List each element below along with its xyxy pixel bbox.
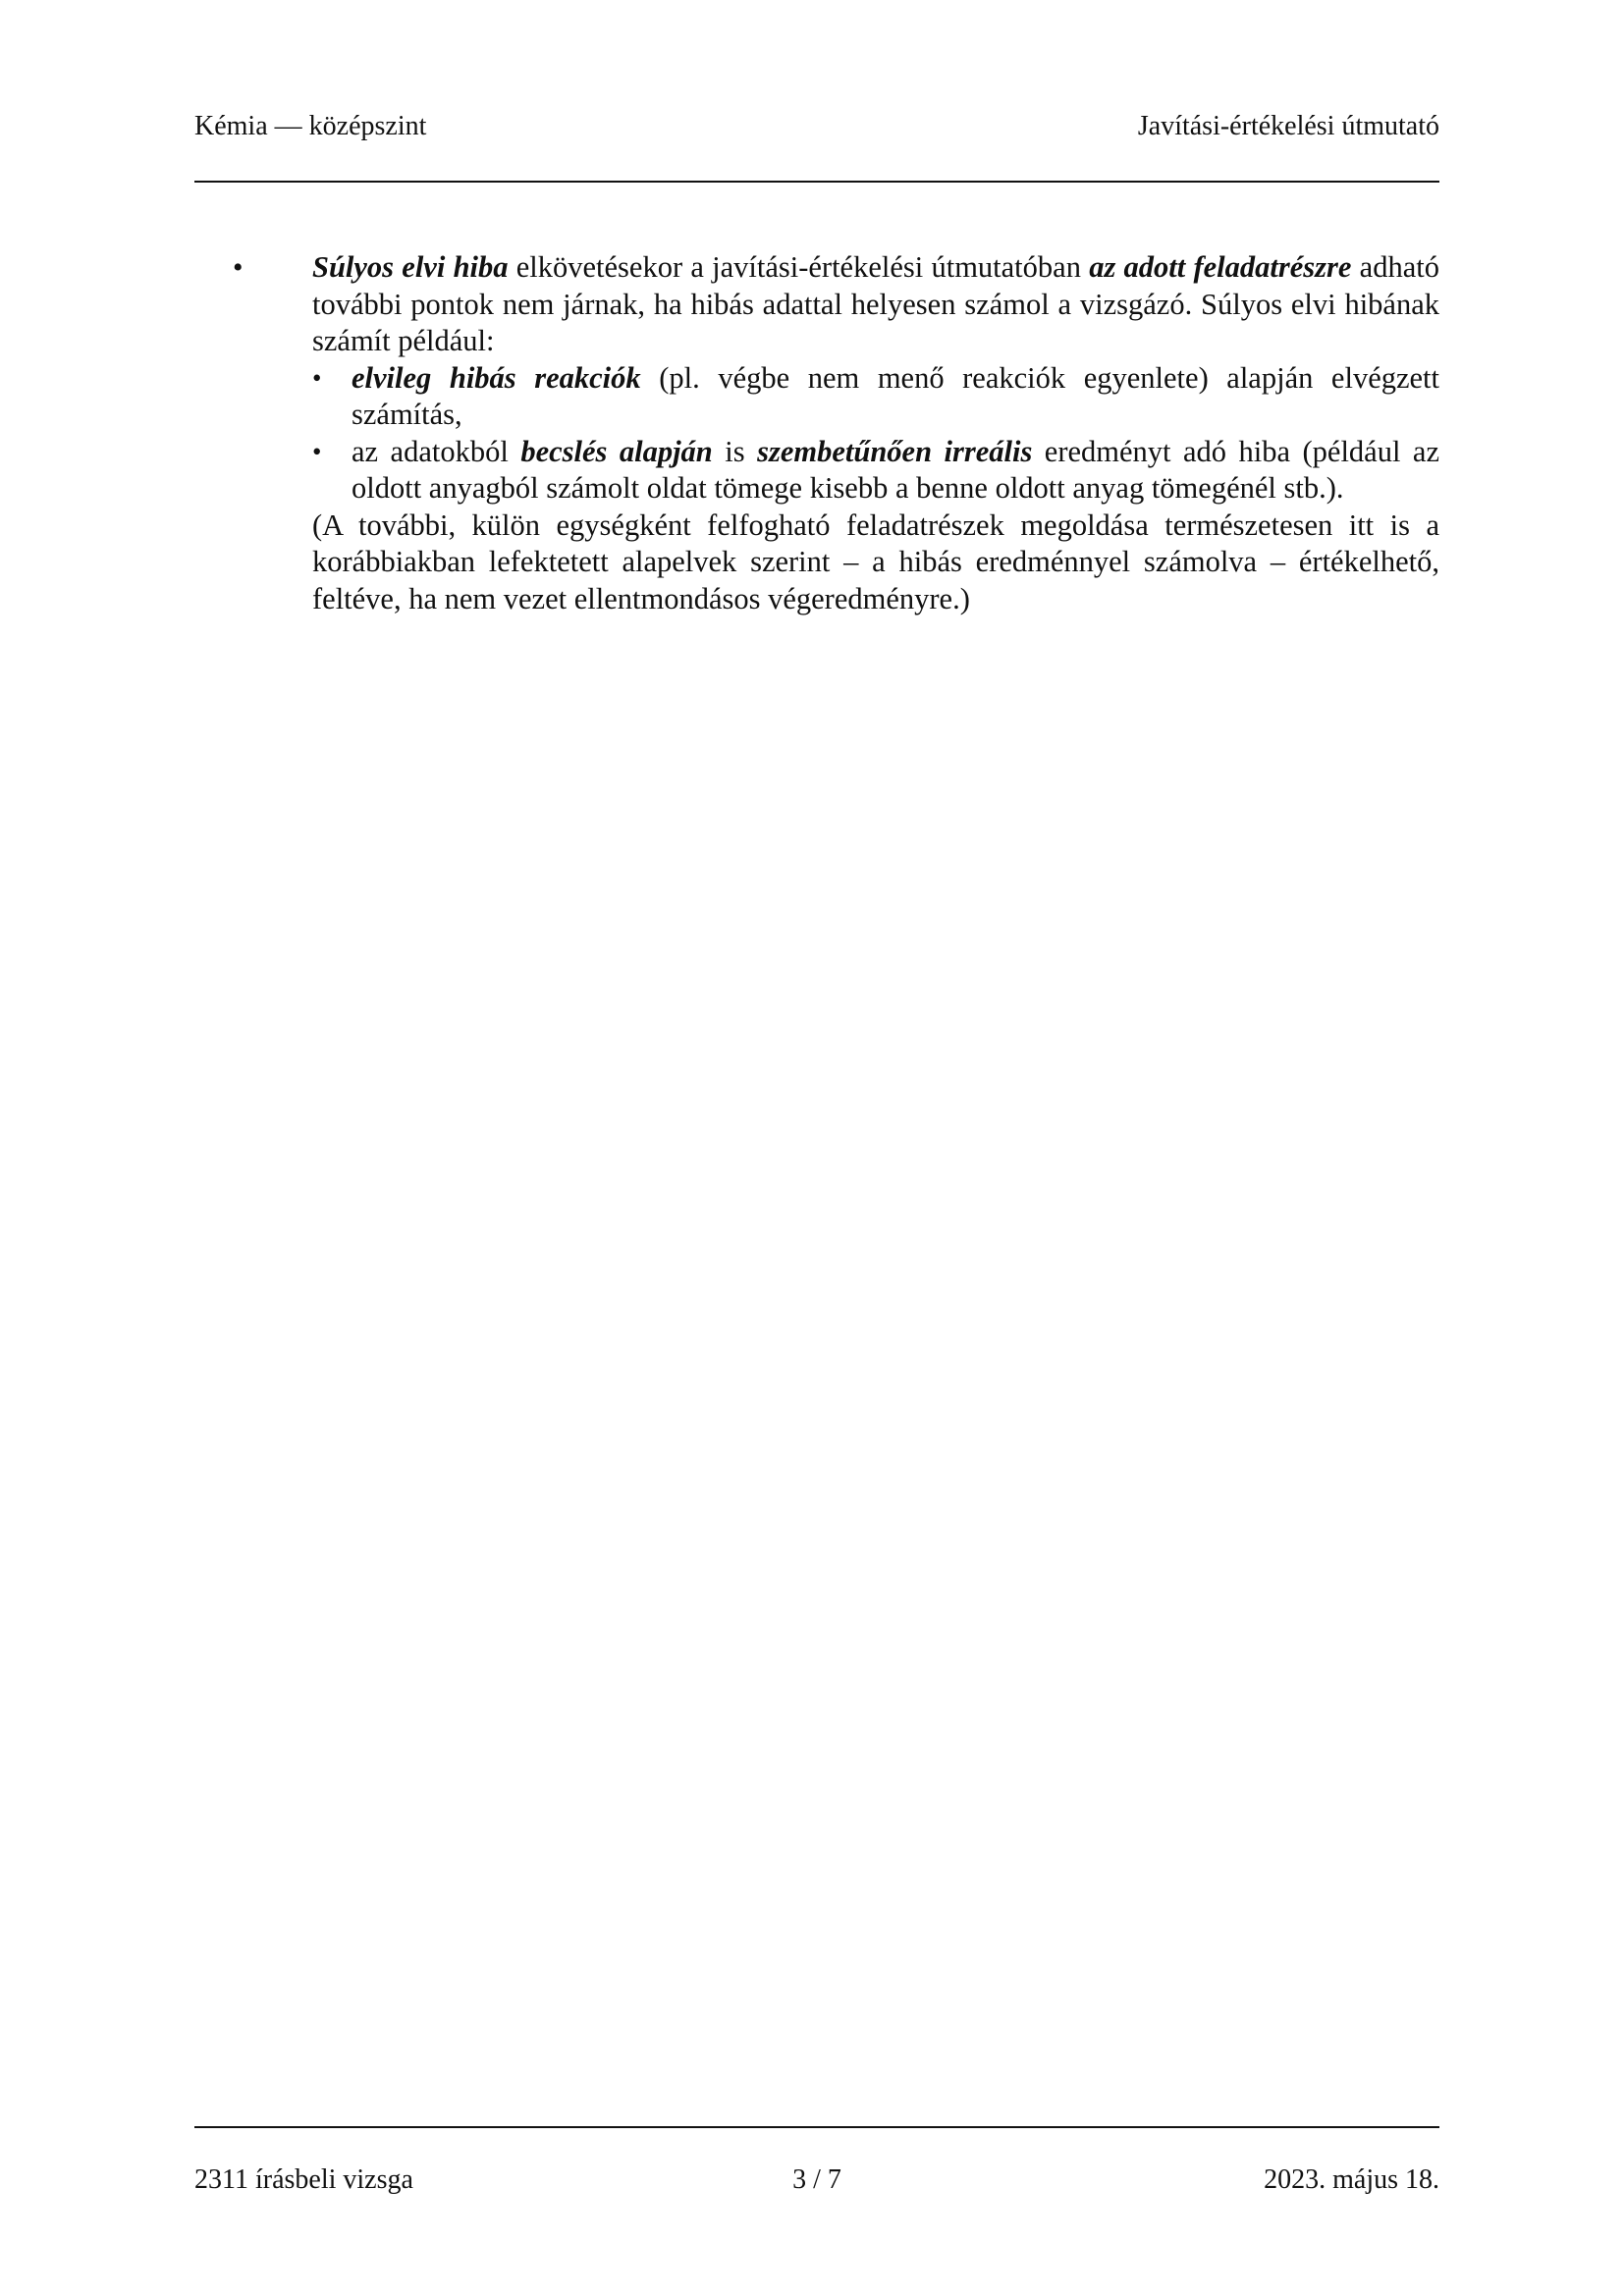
term-given-subtask: az adott feladatrészre xyxy=(1089,250,1352,284)
header-divider xyxy=(194,181,1439,183)
page-footer xyxy=(194,2163,1439,2197)
main-text-2: adható további pontok nem járnak, ha hibás adattal helyesen számol a vizsgázó. Súlyos elvi hibának számít például: xyxy=(312,250,1439,357)
page-content xyxy=(194,249,1439,617)
main-paragraph xyxy=(312,249,1439,360)
bullet-icon: • xyxy=(312,436,322,466)
sub-text: az adatokból xyxy=(352,434,521,468)
term-wrong-reactions: elvileg hibás reakciók xyxy=(352,360,641,395)
main-bullet-item xyxy=(194,249,1439,617)
term-severe-error: Súlyos elvi hiba xyxy=(312,250,509,284)
header-subject: Kémia — középszint xyxy=(194,111,427,141)
bullet-icon: • xyxy=(312,362,322,393)
footer-divider xyxy=(194,2126,1439,2128)
page-header xyxy=(194,110,1439,143)
header-document-title: Javítási-értékelési útmutató xyxy=(1137,111,1439,141)
footer-date: 2023. május 18. xyxy=(1264,2164,1439,2195)
main-text-1: elkövetésekor a javítási-értékelési útmutatóban xyxy=(508,250,1090,284)
footer-exam-code: 2311 írásbeli vizsga xyxy=(194,2164,413,2195)
bullet-icon: • xyxy=(233,251,244,284)
term-estimation: becslés alapján xyxy=(520,434,713,468)
sub-list-item xyxy=(312,434,1439,507)
sub-text: eredményt adó hiba (például az oldott anyagból számolt oldat tömege kisebb a benne oldott anyag tömegénél stb.). xyxy=(352,434,1439,505)
page-number: 3 / 7 xyxy=(792,2164,841,2195)
sub-text: is xyxy=(712,434,758,468)
sub-bullet-list xyxy=(312,360,1439,507)
note-paragraph: (A további, külön egységként felfogható feladatrészek megoldása természetesen itt is a korábbiakban lefektetett alapelvek szerint – a hibás eredménnyel számolva – értékelhető, feltéve, ha nem vezet ellentmondásos végeredményre.) xyxy=(312,507,1439,615)
sub-list-item xyxy=(312,360,1439,434)
term-unrealistic: szembetűnően irreális xyxy=(757,434,1033,468)
sub-text: (pl. végbe nem menő reakciók egyenlete) alapján elvégzett számítás, xyxy=(352,360,1440,431)
